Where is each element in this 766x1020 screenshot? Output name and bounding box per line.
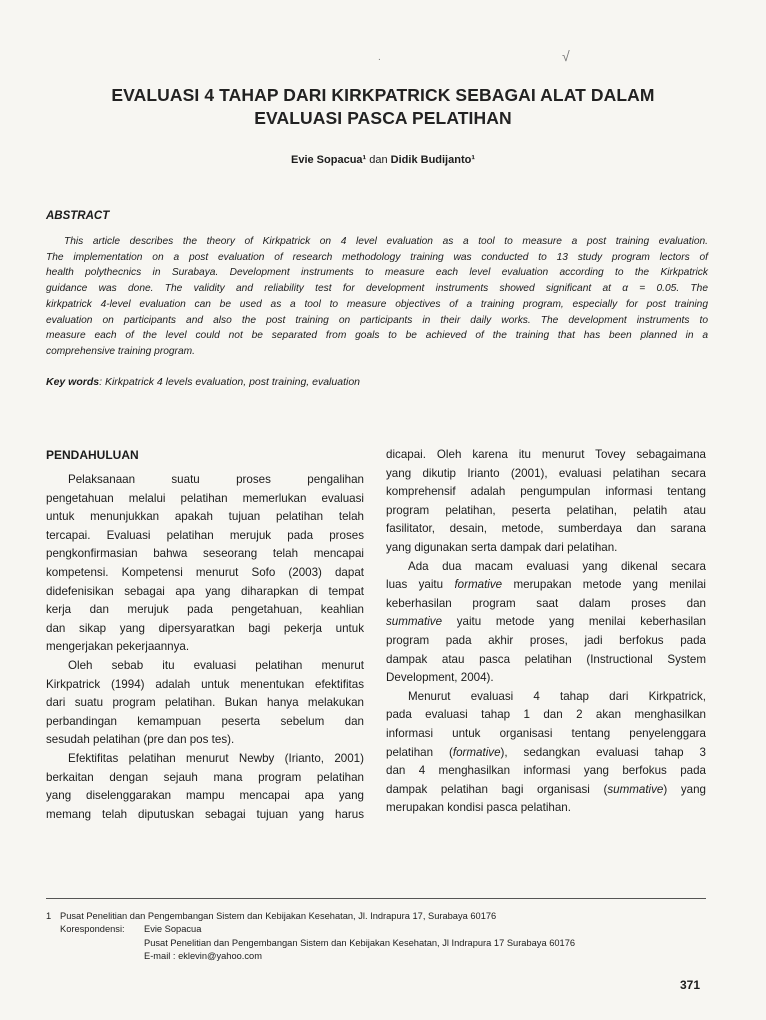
body-text-line: summative yaitu metode yang menilai keberhasilan <box>386 615 706 629</box>
body-text-line: perbandingan kemampuan peserta sebelum dan <box>46 714 364 728</box>
abstract-line: This article describes the theory of Kirkpatrick on 4 level evaluation as a tool to measure a post training evaluation. <box>64 236 708 247</box>
body-text-line: tercapai. Evaluasi pelatihan merujuk pada proses <box>46 528 364 542</box>
body-text-line: yang diselenggarakan mampu mencapai apa yang <box>46 789 364 803</box>
body-text-line: pada evaluasi tahap 1 dan 2 akan menghasilkan <box>386 708 706 722</box>
body-text-line: dicapai. Oleh karena itu menurut Tovey sebagaimana <box>386 448 706 461</box>
author-conjunction: dan <box>366 154 391 166</box>
keywords <box>46 376 360 388</box>
body-text-line: program pada akhir proses, jadi berfokus pada <box>386 633 706 647</box>
body-text-line: fasilitator, desain, metode, sumberdaya dan sarana <box>386 522 706 536</box>
body-text-line: informasi untuk organisasi tentang penyelenggara <box>386 726 706 740</box>
body-text-line: kerja dan merujuk pada pengetahuan, keahlian <box>46 603 364 617</box>
footnote-affiliation-text: Pusat Penelitian dan Pengembangan Sistem dan Kebijakan Kesehatan, Jl. Indrapura 17, Surabaya 60176 <box>60 911 497 921</box>
abstract-line: health polythecnics in Surabaya. Development instruments to measure each level evaluation according to the Kirkpatrick <box>46 267 708 279</box>
section-heading: PENDAHULUAN <box>46 448 139 462</box>
correspondence-email <box>46 950 575 963</box>
paper-title <box>40 84 726 130</box>
body-text-line: dampak atau pasca pelatihan (Instructional System <box>386 652 706 666</box>
body-text-line: mengerjakan pekerjaannya. <box>46 640 190 654</box>
body-text-line: Kirkpatrick (1994) adalah untuk menentukan efektifitas <box>46 677 364 691</box>
correspondence-email-text: E-mail : eklevin@yahoo.com <box>144 951 262 962</box>
correspondence-label: Korespondensi: <box>60 924 125 935</box>
correspondence-address-text: Pusat Penelitian dan Pengembangan Sistem dan Kebijakan Kesehatan, Jl Indrapura 17 Surabaya 60176 <box>144 937 576 948</box>
body-text-line: program pelatihan, peserta pelatihan, pelatih atau <box>386 503 706 517</box>
footnote-affiliation <box>46 910 575 923</box>
speck-mark: . <box>378 52 381 63</box>
footnote-marker: 1 <box>46 911 52 921</box>
body-text-line: kompetensi. Kompetensi menurut Sofo (2003) dapat <box>46 565 364 579</box>
body-text-line: Development, 2004). <box>386 671 494 685</box>
body-text-line: Pelaksanaan suatu proses pengalihan <box>68 473 364 486</box>
abstract-body <box>46 234 708 360</box>
body-text-line: sesudah pelatihan (pre dan pos tes). <box>46 733 235 747</box>
author-1: Evie Sopacua¹ <box>291 154 367 166</box>
abstract-heading: ABSTRACT <box>46 210 110 222</box>
body-column-right <box>386 446 706 818</box>
handwritten-check-mark: √ <box>562 48 570 64</box>
keywords-text: : Kirkpatrick 4 levels evaluation, post training, evaluation <box>99 376 360 388</box>
abstract-line: comprehensive training program. <box>46 345 195 357</box>
body-text-line: yang dikutip Irianto (2001), evaluasi pelatihan secara <box>386 466 706 480</box>
footnote <box>46 910 575 964</box>
body-text-line: memang telah diputuskan sebagai tujuan yang harus <box>46 807 364 821</box>
abstract-line: The implementation on a post evaluation of research methodology training was conducted to 13 study program lectors of <box>46 251 708 263</box>
body-text-line: dari suatu program pelatihan. Bukan hanya melakukan <box>46 696 364 710</box>
body-text-line: yang digunakan serta dampak dari pelatihan. <box>386 540 618 554</box>
body-text-line: didefenisikan sebagai apa yang diharapkan di tempat <box>46 584 364 598</box>
body-text-line: dan 4 menghasilkan informasi yang berfokus pada <box>386 764 706 778</box>
body-text-line: Ada dua macam evaluasi yang dikenal secara <box>408 559 706 573</box>
author-line <box>40 154 726 166</box>
body-text-line: pelatihan (formative), sedangkan evaluasi tahap 3 <box>386 745 706 759</box>
title-line-2: EVALUASI PASCA PELATIHAN <box>254 108 512 128</box>
body-text-line: pengetahuan melalui pelatihan memerlukan evaluasi <box>46 491 364 505</box>
abstract-line: measure each of the level could not be separated from goals to be achieved of the training that has been planned in a <box>46 330 708 342</box>
abstract-line: evaluation on participants and also the post training on participants in their daily works. The development instruments to <box>46 314 708 326</box>
abstract-line: guidance was done. The validity and reliability test for development instruments showed significant at α = 0.05. The <box>46 283 708 295</box>
body-text-line: merupakan kondisi pasca pelatihan. <box>386 801 571 815</box>
body-column-left <box>46 471 364 824</box>
body-text-line: luas yaitu formative merupakan metode yang menilai <box>386 578 706 592</box>
title-line-1: EVALUASI 4 TAHAP DARI KIRKPATRICK SEBAGAI ALAT DALAM <box>111 85 655 105</box>
correspondence-address <box>46 937 575 950</box>
body-text-line: dan sikap yang dipersyaratkan bagi pekerja untuk <box>46 621 364 635</box>
body-text-line: pengkonfirmasian bahwa seseorang telah mencapai <box>46 547 364 561</box>
footnote-correspondence <box>46 923 575 936</box>
page-number: 371 <box>680 978 701 992</box>
footnote-divider <box>46 898 706 899</box>
body-text-line: keberhasilan program saat dalam proses dan <box>386 596 706 610</box>
body-text-line: berkaitan dengan sejauh mana program pelatihan <box>46 770 364 784</box>
body-text-line: Menurut evaluasi 4 tahap dari Kirkpatrick, <box>408 689 706 703</box>
body-text-line: komprehensif adalah pengumpulan informasi tentang <box>386 485 706 499</box>
correspondence-name: Evie Sopacua <box>144 924 202 935</box>
author-2: Didik Budijanto¹ <box>390 154 475 166</box>
keywords-label: Key words <box>46 376 100 388</box>
body-text-line: untuk menunjukkan apakah tujuan pelatihan telah <box>46 510 364 524</box>
body-text-line: Oleh sebab itu evaluasi pelatihan menurut <box>68 658 364 672</box>
body-text-line: dampak pelatihan bagi organisasi (summative) yang <box>386 782 706 796</box>
abstract-line: kirkpatrick 4-level evaluation can be used as a tool to measure objectives of a training program, especially for post training <box>46 298 708 310</box>
body-text-line: Efektifitas pelatihan menurut Newby (Irianto, 2001) <box>68 751 364 765</box>
